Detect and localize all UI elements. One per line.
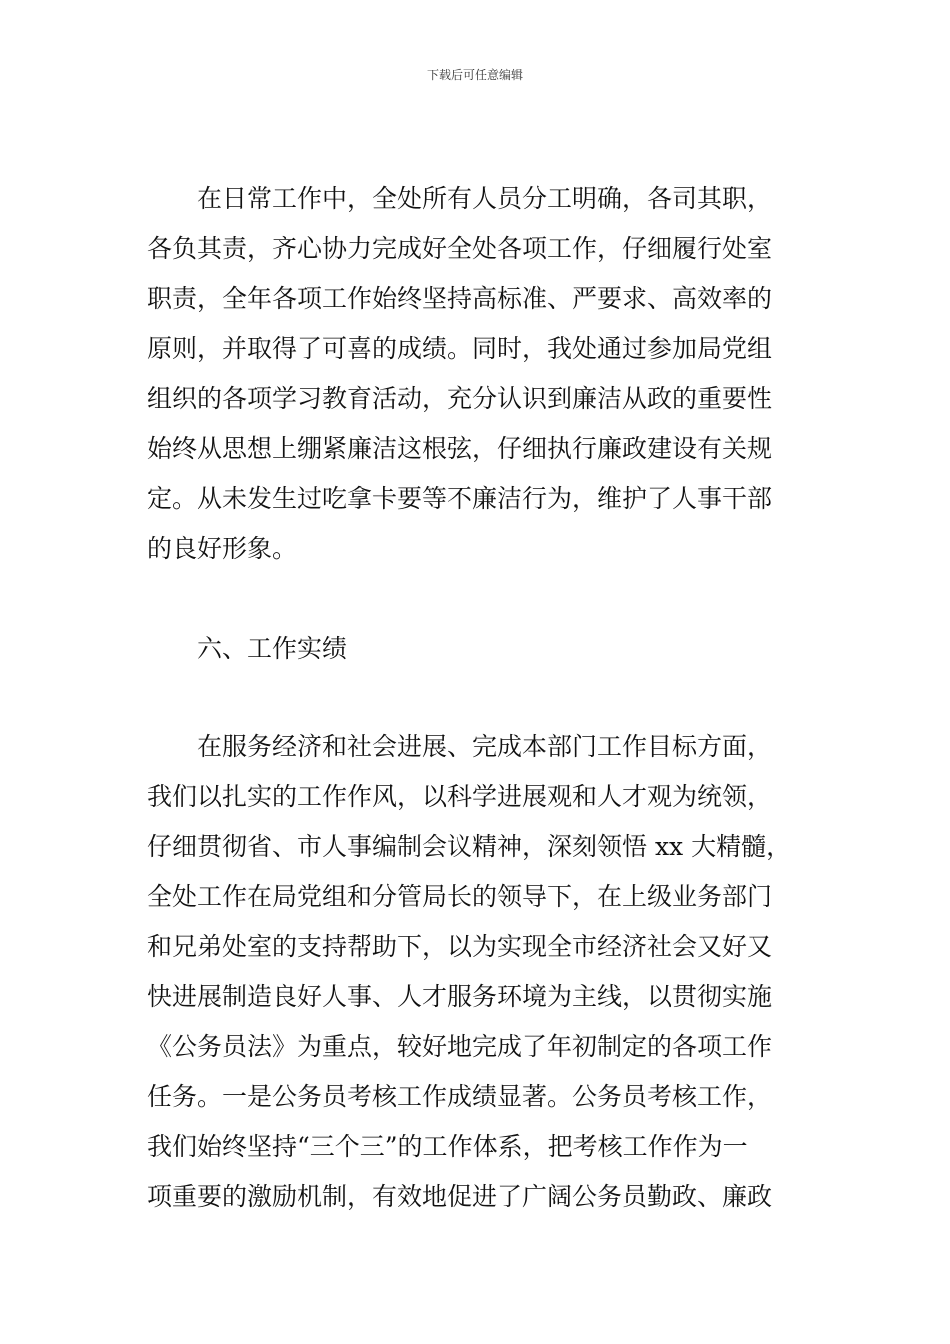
paragraph-line: 仔细贯彻省、市人事编制会议精神，深刻领悟 xx 大精髓， [147,832,792,861]
paragraph-line: 《公务员法》为重点，较好地完成了年初制定的各项工作 [147,1032,773,1061]
paragraph-line: 在服务经济和社会进展、完成本部门工作目标方面， [197,732,773,761]
paragraph-achievements [147,722,807,1222]
section-heading: 六、工作实绩 [197,634,348,663]
paragraph-line: 定。从未发生过吃拿卡要等不廉洁行为，维护了人事干部 [147,484,773,513]
paragraph-line: 任务。一是公务员考核工作成绩显著。公务员考核工作， [147,1082,773,1111]
paragraph-line: 的良好形象。 [147,534,298,563]
paragraph-line: 始终从思想上绷紧廉洁这根弦，仔细执行廉政建设有关规 [147,434,773,463]
paragraph-line: 职责，全年各项工作始终坚持高标准、严要求、高效率的 [147,284,773,313]
paragraph-line: 在日常工作中，全处所有人员分工明确，各司其职， [197,184,773,213]
paragraph-line: 项重要的激励机制，有效地促进了广阔公务员勤政、廉政 [147,1182,773,1211]
paragraph-line: 全处工作在局党组和分管局长的领导下，在上级业务部门 [147,882,773,911]
paragraph-line: 原则，并取得了可喜的成绩。同时，我处通过参加局党组 [147,334,773,363]
page-header-note: 下载后可任意编辑 [426,68,523,82]
paragraph-line: 我们始终坚持“三个三”的工作体系，把考核工作作为一 [147,1132,748,1161]
paragraph-integrity [147,174,807,574]
paragraph-line: 各负其责，齐心协力完成好全处各项工作，仔细履行处室 [147,234,773,263]
paragraph-line: 我们以扎实的工作作风，以科学进展观和人才观为统领， [147,782,773,811]
paragraph-line: 快进展制造良好人事、人才服务环境为主线，以贯彻实施 [147,982,773,1011]
paragraph-line: 和兄弟处室的支持帮助下，以为实现全市经济社会又好又 [147,932,773,961]
paragraph-line: 组织的各项学习教育活动，充分认识到廉洁从政的重要性 [147,384,773,413]
